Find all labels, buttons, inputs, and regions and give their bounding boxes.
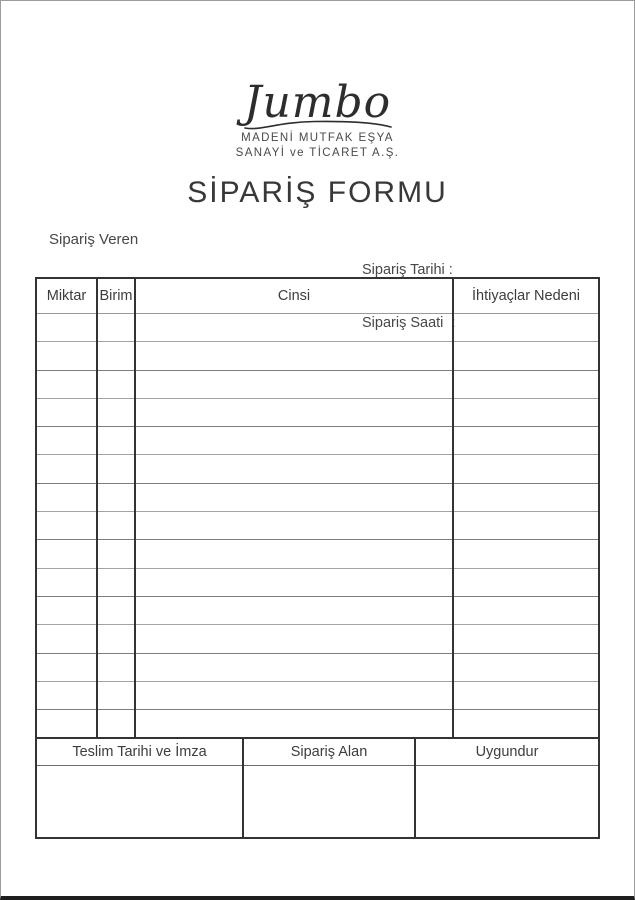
empty-cell [97,342,135,370]
empty-cell [36,540,97,568]
empty-cell [36,483,97,511]
empty-cell [97,483,135,511]
order-taker-label: Sipariş Alan [243,738,415,766]
empty-cell [97,596,135,624]
order-time-label: Sipariş Saati : [362,314,456,331]
empty-cell [135,540,453,568]
brand-script-logo: Jumbo [243,77,392,128]
company-logo [1,77,634,161]
table-row [36,540,599,568]
table-row [36,342,599,370]
empty-cell [453,596,599,624]
order-items-table [35,277,600,739]
empty-cell [135,681,453,709]
empty-cell [453,398,599,426]
empty-cell [36,710,97,739]
empty-cell [97,625,135,653]
delivery-date-signature-label: Teslim Tarihi ve İmza [36,738,243,766]
order-taker-cell [243,766,415,839]
empty-cell [453,625,599,653]
empty-cell [135,568,453,596]
table-row [36,710,599,739]
empty-cell [36,314,97,342]
empty-cell [453,512,599,540]
empty-cell [453,653,599,681]
table-header-row [36,278,599,314]
empty-cell [453,427,599,455]
company-name-line1: MADENİ MUTFAK EŞYA [241,132,394,144]
empty-cell [97,568,135,596]
empty-cell [36,681,97,709]
empty-cell [135,710,453,739]
empty-cell [135,596,453,624]
table-row [36,314,599,342]
empty-cell [135,483,453,511]
empty-cell [36,653,97,681]
table-row [36,512,599,540]
signature-header-row [36,738,599,766]
table-row [36,370,599,398]
table-row [36,455,599,483]
empty-cell [97,653,135,681]
column-header-need-reason: İhtiyaçlar Nedeni [453,278,599,314]
empty-cell [453,342,599,370]
empty-cell [135,314,453,342]
empty-cell [135,370,453,398]
empty-cell [135,455,453,483]
empty-cell [97,710,135,739]
table-row [36,681,599,709]
form-title: SİPARİŞ FORMU [187,176,448,209]
approval-cell [415,766,599,839]
empty-cell [36,455,97,483]
empty-cell [36,398,97,426]
empty-cell [36,625,97,653]
signature-cells-row [36,766,599,839]
empty-cell [36,370,97,398]
empty-cell [453,540,599,568]
empty-cell [97,314,135,342]
table-row [36,427,599,455]
empty-cell [135,398,453,426]
empty-cell [97,681,135,709]
empty-cell [135,342,453,370]
empty-cell [453,455,599,483]
empty-cell [97,427,135,455]
empty-cell [97,455,135,483]
order-date-label: Sipariş Tarihi : [362,262,453,278]
order-table-body [36,314,599,739]
empty-cell [135,653,453,681]
delivery-signature-cell [36,766,243,839]
table-row [36,625,599,653]
column-header-quantity: Miktar [36,278,97,314]
empty-cell [97,540,135,568]
empty-cell [453,681,599,709]
empty-cell [36,342,97,370]
empty-cell [36,512,97,540]
empty-cell [36,427,97,455]
empty-cell [97,512,135,540]
company-name-line2: SANAYİ ve TİCARET A.Ş. [235,147,400,159]
empty-cell [453,314,599,342]
orderer-label: Sipariş Veren [49,231,139,248]
empty-cell [135,625,453,653]
column-header-type: Cinsi [135,278,453,314]
approval-label: Uygundur [415,738,599,766]
empty-cell [453,568,599,596]
empty-cell [36,568,97,596]
empty-cell [97,370,135,398]
table-row [36,483,599,511]
table-row [36,596,599,624]
empty-cell [36,596,97,624]
column-header-unit: Birim [97,278,135,314]
empty-cell [135,427,453,455]
empty-cell [453,710,599,739]
signature-table [35,737,600,839]
empty-cell [135,512,453,540]
empty-cell [97,398,135,426]
empty-cell [453,370,599,398]
table-row [36,398,599,426]
table-row [36,653,599,681]
empty-cell [453,483,599,511]
table-row [36,568,599,596]
